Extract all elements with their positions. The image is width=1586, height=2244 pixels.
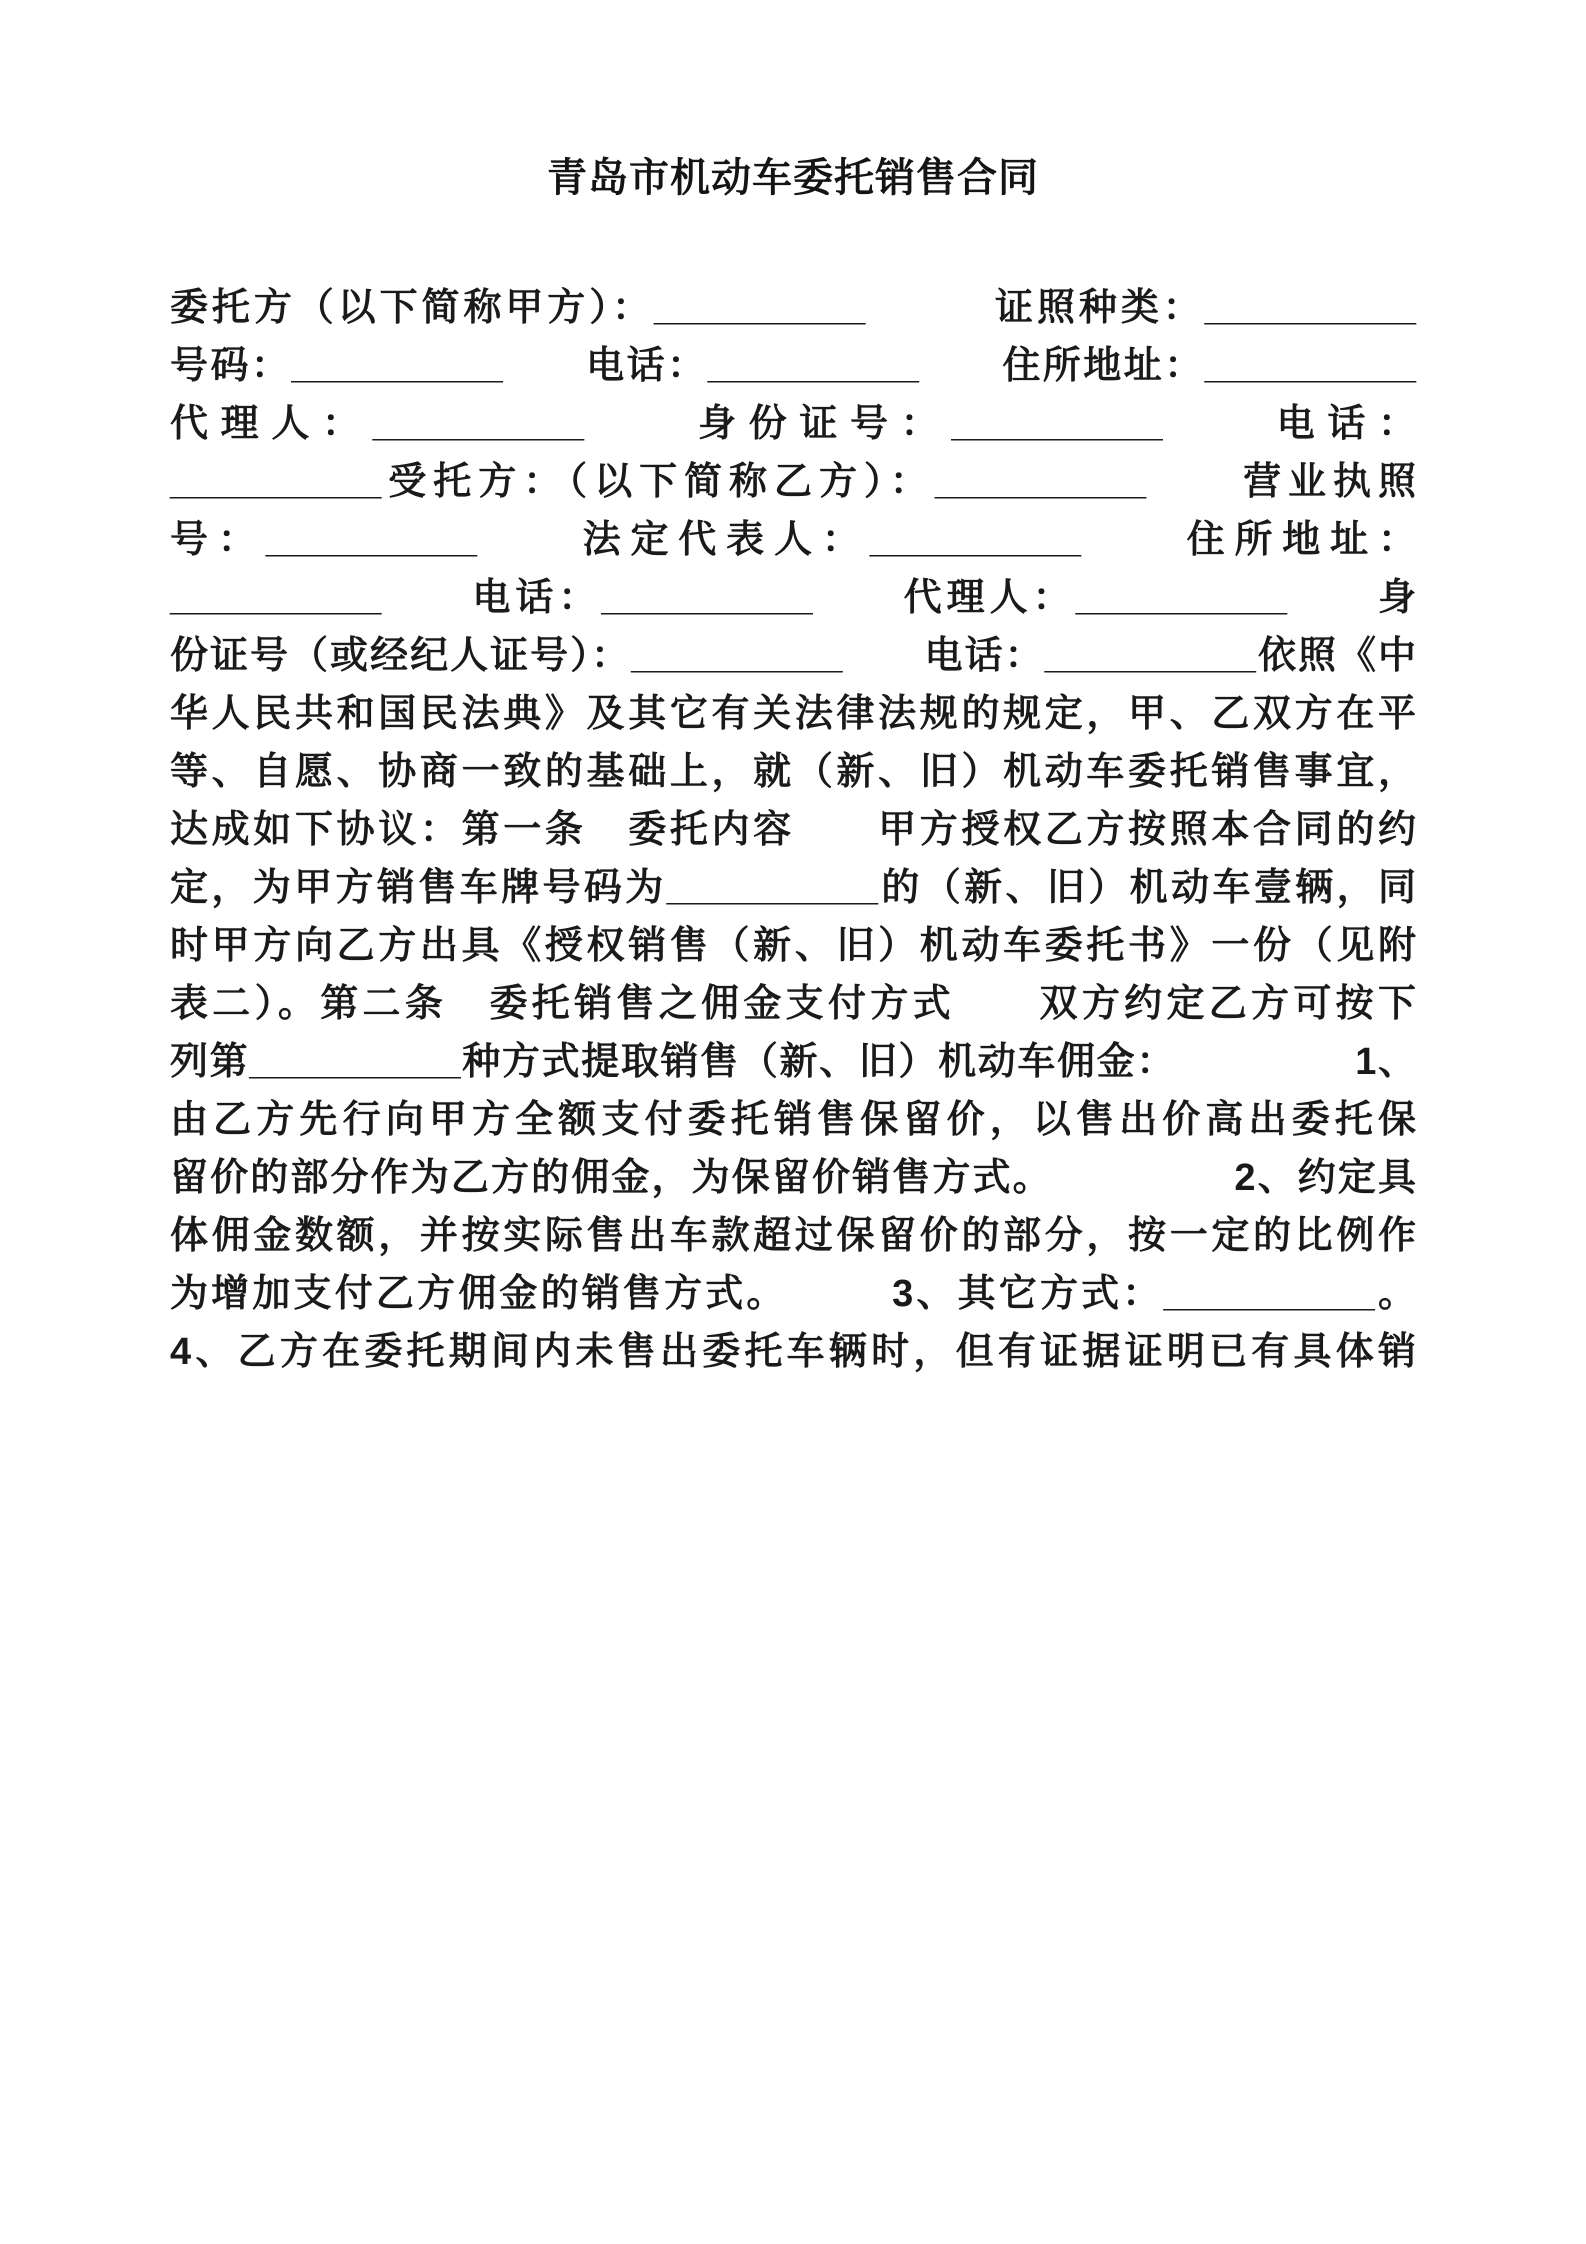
- contract-line: __________受托方：（以下简称乙方）：__________ 营业执照: [170, 461, 1416, 503]
- contract-line: 号：__________ 法定代表人：__________ 住所地址：: [170, 519, 1416, 561]
- contract-line: 由乙方先行向甲方全额支付委托销售保留价，以售出价高出委托保: [170, 1099, 1416, 1141]
- contract-line: 表二）。第二条 委托销售之佣金支付方式 双方约定乙方可按下: [170, 983, 1416, 1025]
- contract-line: 份证号（或经纪人证号）：__________ 电话：__________依照《中: [170, 635, 1416, 677]
- contract-line: 为增加支付乙方佣金的销售方式。 3、其它方式：__________。: [170, 1273, 1416, 1315]
- contract-line: 定，为甲方销售车牌号码为__________的（新、旧）机动车壹辆，同: [170, 867, 1416, 909]
- document-body: [170, 279, 1416, 1381]
- contract-line: 华人民共和国民法典》及其它有关法律法规的规定，甲、乙双方在平: [170, 693, 1416, 735]
- contract-line: 等、自愿、协商一致的基础上，就（新、旧）机动车委托销售事宜，: [170, 751, 1416, 793]
- contract-line: 达成如下协议：第一条 委托内容 甲方授权乙方按照本合同的约: [170, 809, 1416, 851]
- contract-line: 时甲方向乙方出具《授权销售（新、旧）机动车委托书》一份（见附: [170, 925, 1416, 967]
- document-title: 青岛市机动车委托销售合同: [547, 156, 1039, 200]
- contract-line: 留价的部分作为乙方的佣金，为保留价销售方式。 2、约定具: [170, 1157, 1416, 1199]
- contract-line: 体佣金数额，并按实际售出车款超过保留价的部分，按一定的比例作: [170, 1215, 1416, 1257]
- contract-line: __________ 电话：__________ 代理人：__________ 身: [170, 577, 1416, 619]
- contract-line: 列第__________种方式提取销售（新、旧）机动车佣金： 1、: [170, 1041, 1416, 1083]
- contract-line: 委托方（以下简称甲方）：__________ 证照种类：__________: [170, 287, 1416, 329]
- contract-line: 号码：__________ 电话：__________ 住所地址：__________: [170, 345, 1416, 387]
- contract-line: 4、乙方在委托期间内未售出委托车辆时，但有证据证明已有具体销: [170, 1331, 1416, 1373]
- contract-line: 代理人：__________ 身份证号：__________ 电话：: [170, 403, 1416, 445]
